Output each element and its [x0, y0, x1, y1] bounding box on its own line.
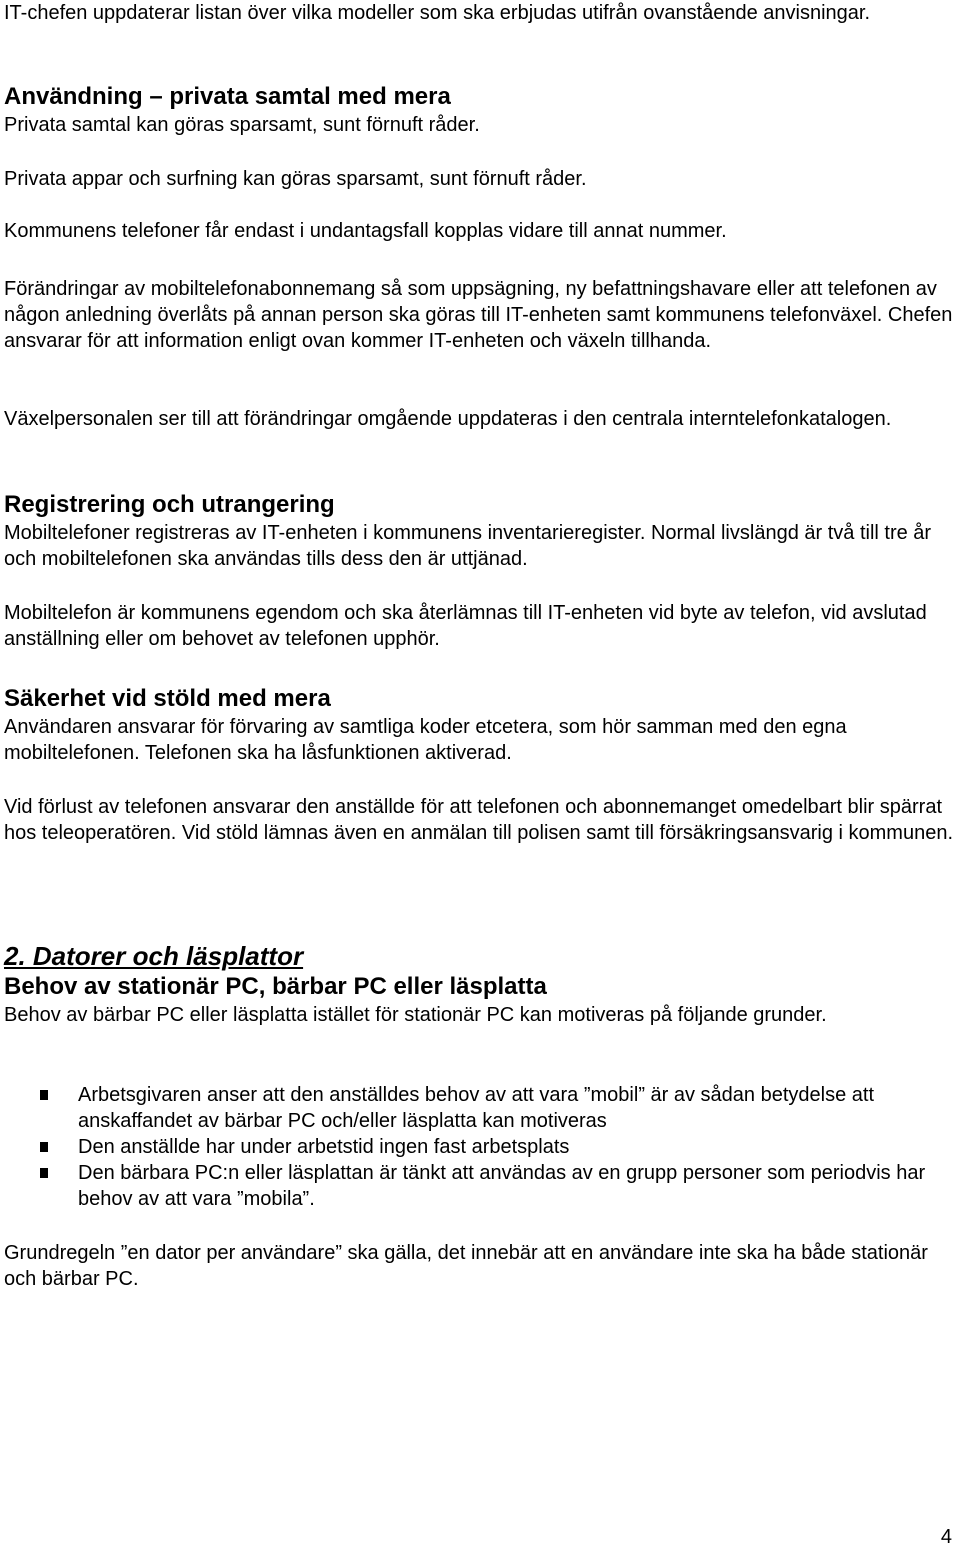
section-heading-usage: Användning – privata samtal med mera — [4, 83, 451, 110]
list-item: Den anställde har under arbetstid ingen fast arbetsplats — [40, 1134, 940, 1160]
paragraph: Mobiltelefon är kommunens egendom och ska återlämnas till IT-enheten vid byte av telefon, vid avslutad anställning eller om behovet av telefonen upphör. — [4, 602, 927, 650]
section-heading-needs: Behov av stationär PC, bärbar PC eller läsplatta — [4, 973, 547, 1000]
section-heading-security: Säkerhet vid stöld med mera — [4, 685, 331, 712]
section-registration — [4, 490, 954, 572]
section-usage — [4, 82, 954, 138]
bullet-square-icon — [40, 1142, 48, 1152]
intro-paragraph: IT-chefen uppdaterar listan över vilka modeller som ska erbjudas utifrån ovanstående anvisningar. — [4, 2, 871, 24]
paragraph: Privata appar och surfning kan göras sparsamt, sunt förnuft råder. — [4, 168, 587, 190]
bullet-square-icon — [40, 1090, 48, 1100]
page-number: 4 — [940, 1526, 952, 1548]
paragraph: Användaren ansvarar för förvaring av samtliga koder etcetera, som hör samman med den egna mobiltelefonen. Telefonen ska ha låsfunktionen aktiverad. — [4, 716, 847, 764]
bullet-square-icon — [40, 1168, 48, 1178]
paragraph: Grundregeln ”en dator per användare” ska gälla, det innebär att en användare inte ska ha både stationär och bärbar PC. — [4, 1242, 928, 1290]
paragraph: Privata samtal kan göras sparsamt, sunt förnuft råder. — [4, 114, 480, 136]
section-security — [4, 684, 954, 766]
paragraph: Mobiltelefoner registreras av IT-enheten i kommunens inventarieregister. Normal livslängd är två till tre år och mobiltelefonen ska användas tills dess den är uttjänad. — [4, 522, 932, 570]
paragraph: Vid förlust av telefonen ansvarar den anställde för att telefonen och abonnemanget omedelbart blir spärrat hos teleoperatören. Vid stöld lämnas även en anmälan till polisen samt till försäkringsansvarig i kommunen. — [4, 796, 954, 844]
paragraph: Förändringar av mobiltelefonabonnemang så som uppsägning, ny befattningshavare eller att telefonen av någon anledning överlåts på annan person ska göras till IT-enheten samt kommunens telefonväxel. Chefen ansvarar för att information enligt ovan kommer IT-enheten och växeln tillhanda. — [4, 278, 953, 352]
list-item: Den bärbara PC:n eller läsplattan är tänkt att användas av en grupp personer som periodvis har behov av att vara ”mobila”. — [40, 1160, 940, 1212]
chapter-computers — [4, 940, 954, 1028]
paragraph: Behov av bärbar PC eller läsplatta istället för stationär PC kan motiveras på följande grunder. — [4, 1004, 827, 1026]
section-heading-registration: Registrering och utrangering — [4, 491, 335, 518]
criteria-list — [40, 1082, 940, 1212]
paragraph: Växelpersonalen ser till att förändringar omgående uppdateras i den centrala interntelefonkatalogen. — [4, 408, 892, 430]
list-item: Arbetsgivaren anser att den anställdes behov av att vara ”mobil” är av sådan betydelse att anskaffandet av bärbar PC och/eller läsplatta kan motiveras — [40, 1082, 940, 1134]
paragraph: Kommunens telefoner får endast i undantagsfall kopplas vidare till annat nummer. — [4, 220, 727, 242]
chapter-title: 2. Datorer och läsplattor — [4, 941, 304, 971]
